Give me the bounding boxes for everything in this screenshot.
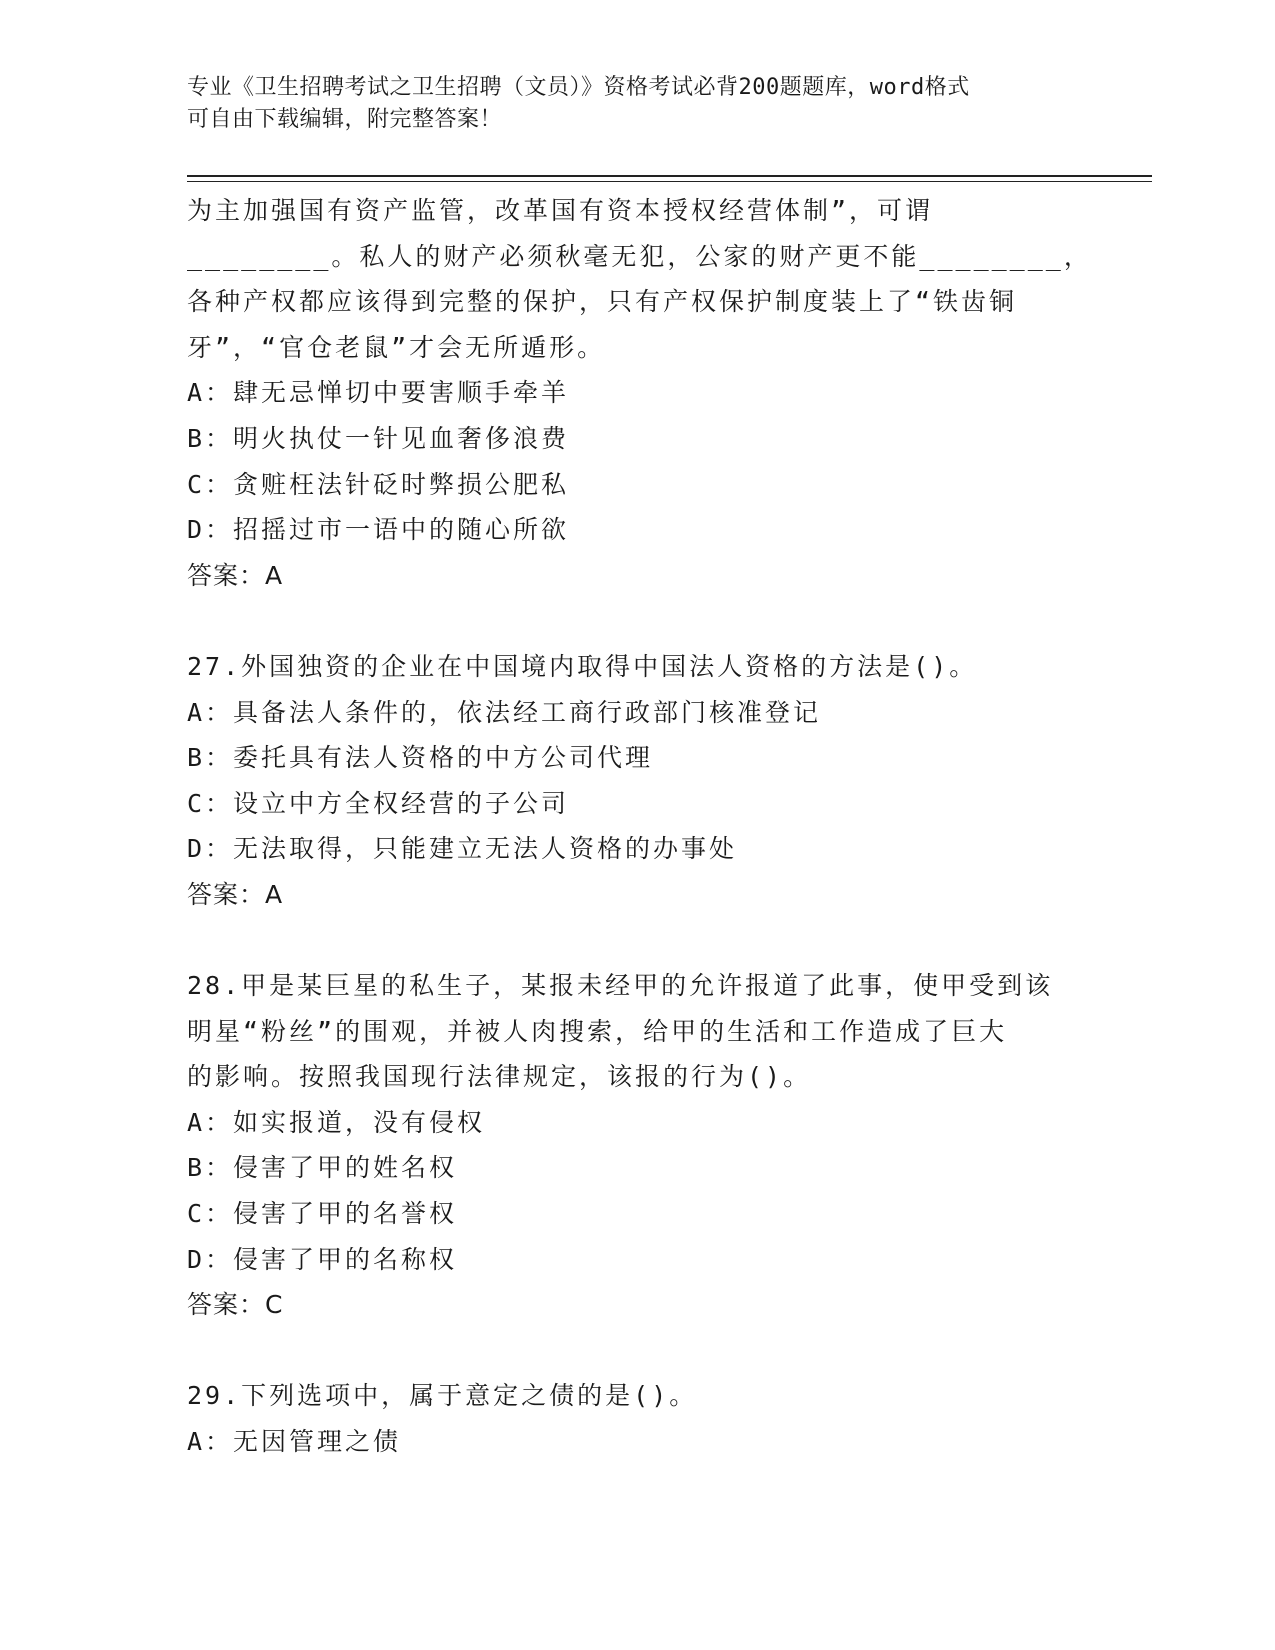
option-b: B：侵害了甲的姓名权 [187, 1153, 458, 1183]
option-a: A：肆无忌惮切中要害顺手牵羊 [187, 378, 570, 408]
question-stem-line: 牙”，“官仓老鼠”才会无所遁形。 [187, 332, 606, 362]
spacer [187, 918, 1087, 964]
option-b: B：明火执仗一针见血奢侈浪费 [187, 423, 570, 453]
answer-label: 答案：C [187, 1290, 284, 1320]
question-stem-line: 29.下列选项中，属于意定之债的是()。 [187, 1381, 698, 1411]
question-stem-line: ________。私人的财产必须秋毫无犯，公家的财产更不能________， [187, 241, 1092, 271]
question-stem-line: 为主加强国有资产监管，改革国有资本授权经营体制”，可谓 [187, 196, 934, 225]
question-block-continued [187, 188, 1092, 598]
option-c: C：贪赃枉法针砭时弊损公肥私 [187, 469, 570, 499]
option-c: C：设立中方全权经营的子公司 [187, 788, 570, 818]
option-a: A：具备法人条件的，依法经工商行政部门核准登记 [187, 697, 822, 727]
header-title-line-1: 专业《卫生招聘考试之卫生招聘（文员）》资格考试必背200题题库，word格式 [187, 75, 970, 100]
question-block-27 [187, 644, 1087, 918]
question-block-29 [187, 1373, 1087, 1464]
answer-label: 答案：A [187, 560, 284, 590]
question-block-28 [187, 963, 1087, 1328]
question-stem-line: 的影响。按照我国现行法律规定，该报的行为()。 [187, 1062, 812, 1092]
question-content [187, 188, 1092, 1465]
option-d: D：招摇过市一语中的随心所欲 [187, 515, 570, 545]
option-a: A：如实报道，没有侵权 [187, 1107, 486, 1137]
header-rule-thin [187, 181, 1152, 182]
answer-label: 答案：A [187, 879, 284, 909]
option-d: D：侵害了甲的名称权 [187, 1244, 458, 1274]
spacer [187, 1328, 1087, 1374]
option-a: A：无因管理之债 [187, 1427, 402, 1457]
question-stem-line: 27.外国独资的企业在中国境内取得中国法人资格的方法是()。 [187, 651, 978, 681]
option-b: B：委托具有法人资格的中方公司代理 [187, 743, 654, 773]
question-stem-line: 各种产权都应该得到完整的保护，只有产权保护制度装上了“铁齿铜 [187, 287, 1018, 317]
question-stem-line: 28.甲是某巨星的私生子，某报未经甲的允许报道了此事，使甲受到该 [187, 971, 1054, 1001]
option-c: C：侵害了甲的名誉权 [187, 1199, 458, 1229]
question-stem-line: 明星“粉丝”的围观，并被人肉搜索，给甲的生活和工作造成了巨大 [187, 1016, 1008, 1046]
option-d: D：无法取得，只能建立无法人资格的办事处 [187, 834, 738, 864]
document-header [187, 72, 1087, 136]
header-rule-thick [187, 175, 1152, 177]
spacer [187, 598, 1087, 644]
header-title-line-2: 可自由下载编辑，附完整答案！ [187, 107, 503, 132]
